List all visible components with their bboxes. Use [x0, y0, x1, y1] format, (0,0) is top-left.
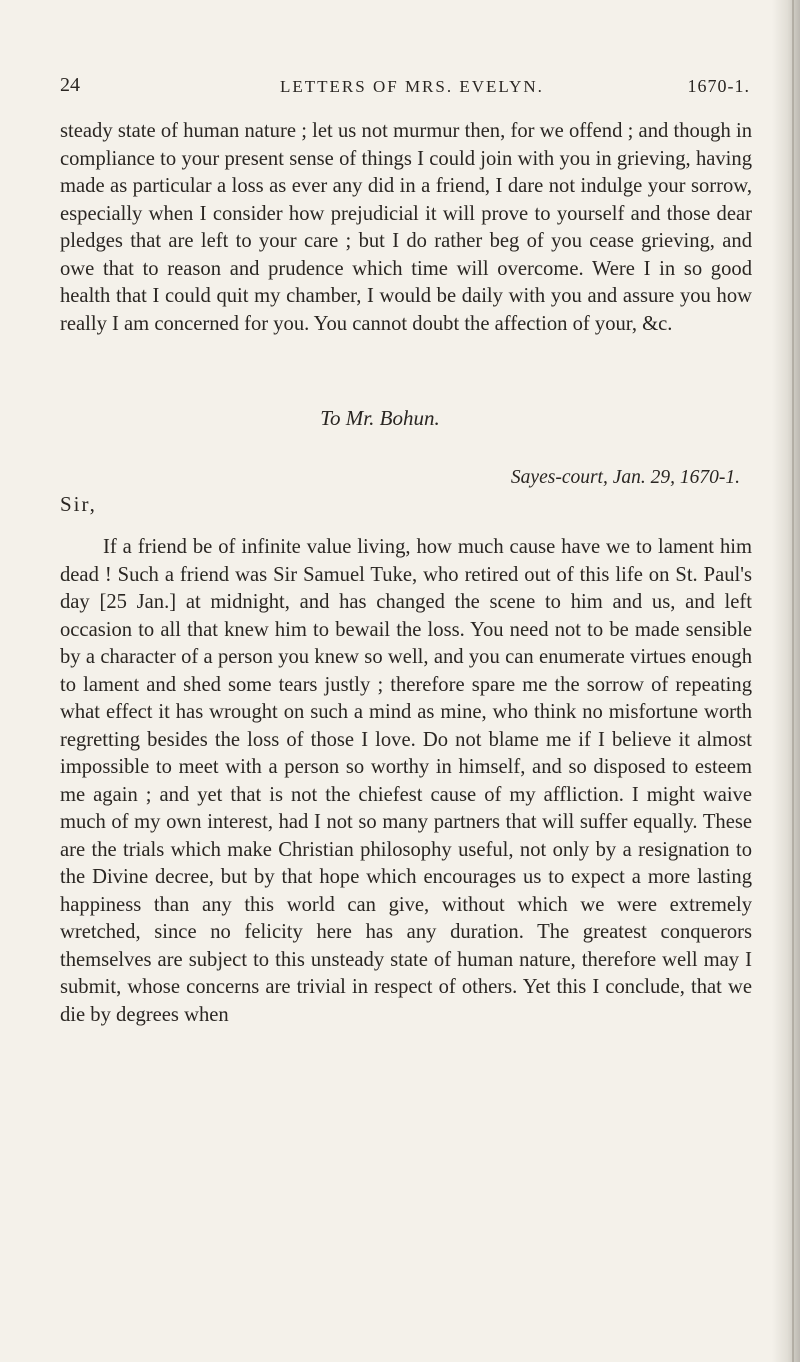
letter-dateline: Sayes-court, Jan. 29, 1670-1.	[510, 467, 740, 488]
letter-heading: To Mr. Bohun.	[320, 406, 440, 430]
running-title: LETTERS OF MRS. EVELYN.	[280, 77, 544, 96]
running-header	[60, 70, 750, 100]
first-letter-paragraph: steady state of human nature ; let us not murmur then, for we offend ; and though in compliance to your present sense of things I could join with you in grieving, having made as particular a loss as ever any did in a friend, I dare not indulge your sorrow, especially when I consider how prejudicial it will prove to yourself and those dear pledges that are left to your care ; but I do rather beg of you cease grieving, and owe that to reason and prudence which time will overcome. Were I in so good health that I could quit my chamber, I would be daily with you and assure you how really I am concerned for you. You cannot doubt the affection of your, &c.	[60, 120, 752, 335]
page-edge-line	[792, 0, 794, 1362]
header-date-range: 1670-1.	[687, 76, 750, 96]
second-letter-paragraph: If a friend be of infinite value living, how much cause have we to lament him dead ! Such a friend was Sir Samuel Tuke, who retired out of this life on St. Paul's day [25 Jan.] at midnight, and has changed the scene to him and us, and left occasion to all that knew him to bewail the loss. You need not to be made sensible by a character of a person you knew so well, and you can enumerate virtues enough to lament and shed some tears justly ; therefore spare me the sorrow of repeating what effect it has wrought on such a mind as mine, who think no misfortune worth regretting besides the loss of those I love. Do not blame me if I believe it almost impossible to meet with a person so worthy in himself, and so disposed to esteem me again ; and yet that is not the chiefest cause of my affliction. I might waive much of my own interest, had I not so many partners that will suffer equally. These are the trials which make Christian philosophy useful, not only by a resignation to the Divine decree, but by that hope which encourages us to expect a more lasting happiness than any this world can give, without which we were extremely wretched, since no felicity here has any duration. The greatest conquerors themselves are subject to this unsteady state of human nature, therefore well may I submit, whose concerns are trivial in respect of others. Yet this I conclude, that we die by degrees when	[60, 536, 752, 1026]
page-edge-shadow	[772, 0, 800, 1362]
page-number: 24	[60, 74, 80, 96]
letter-salutation: Sir,	[60, 492, 97, 516]
